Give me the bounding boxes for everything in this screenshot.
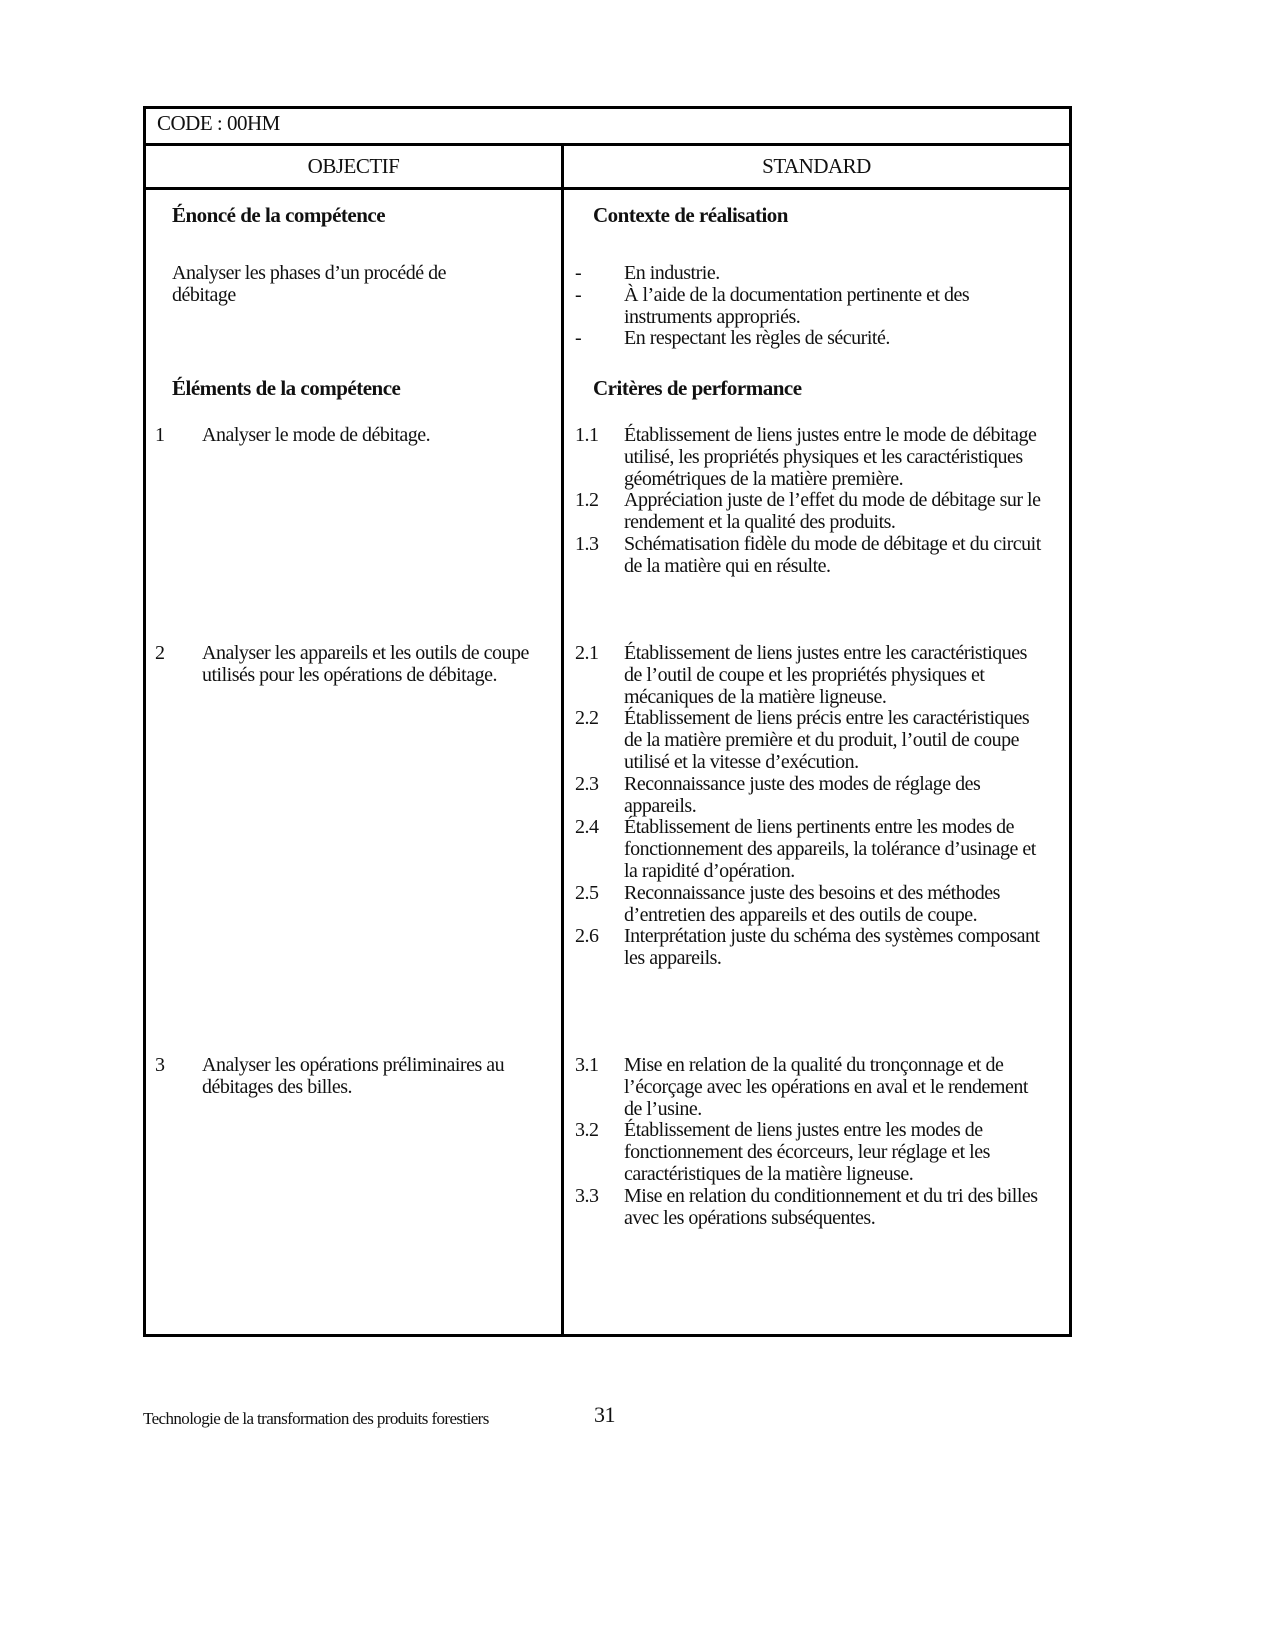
criterion-text: Établissement de liens justes entre les caractéristiques de l’outil de coupe et les propriétés physiques et mécaniques de la matière ligneuse. (624, 642, 1027, 708)
element-number: 3 (155, 1054, 165, 1076)
criterion-item (575, 1120, 1045, 1185)
contexte-text: À l’aide de la documentation pertinente et des instruments appropriés. (624, 283, 970, 328)
criterion-number: 2.5 (575, 881, 599, 904)
bullet: - (575, 262, 582, 284)
element-item (155, 425, 535, 447)
contexte-text: En respectant les règles de sécurité. (624, 327, 890, 350)
contexte-item (575, 285, 1040, 329)
bullet: - (575, 283, 582, 306)
criterion-number: 1.3 (575, 532, 599, 555)
contexte-title: Contexte de réalisation (593, 203, 788, 227)
enonce-text: Analyser les phases d’un procédé de débitage (172, 262, 447, 306)
code-label: CODE : 00HM (157, 111, 280, 135)
header-standard: STANDARD (762, 154, 871, 178)
criterion-item (575, 883, 1045, 927)
criterion-text: Appréciation juste de l’effet du mode de débitage sur le rendement et la qualité des produits. (624, 489, 1041, 534)
element-item (155, 643, 535, 687)
criterion-item (575, 534, 1045, 578)
column-divider (561, 146, 564, 1334)
criterion-text: Interprétation juste du schéma des systèmes composant les appareils. (624, 925, 1040, 970)
criterion-item (575, 643, 1045, 708)
criterion-number: 2.4 (575, 816, 599, 839)
criterion-text: Établissement de liens justes entre les modes de fonctionnement des écorceurs, leur réglage et les caractéristiques de la matière ligneuse. (624, 1119, 990, 1185)
criterion-number: 1.1 (575, 424, 599, 446)
elements-title: Éléments de la compétence (172, 376, 401, 400)
criteria-group-1 (575, 425, 1045, 578)
criterion-number: 2.2 (575, 707, 599, 730)
header-objectif: OBJECTIF (307, 154, 400, 178)
contexte-list (575, 263, 1040, 350)
criterion-text: Reconnaissance juste des modes de réglage des appareils. (624, 772, 981, 817)
criterion-item (575, 1055, 1045, 1120)
criterion-text: Établissement de liens pertinents entre les modes de fonctionnement des appareils, la tolérance d’usinage et la rapidité d’opération. (624, 816, 1036, 882)
criterion-item (575, 926, 1045, 970)
element-text: Analyser les appareils et les outils de coupe utilisés pour les opérations de débitage. (202, 642, 529, 686)
bullet: - (575, 327, 582, 350)
element-number: 2 (155, 642, 165, 664)
criterion-item (575, 1186, 1045, 1230)
criterion-text: Schématisation fidèle du mode de débitage et du circuit de la matière qui en résulte. (624, 532, 1041, 577)
criterion-item (575, 817, 1045, 882)
criterion-item (575, 490, 1045, 534)
element-number: 1 (155, 424, 165, 446)
element-text: Analyser les opérations préliminaires au débitages des billes. (202, 1054, 505, 1098)
criterion-text: Reconnaissance juste des besoins et des méthodes d’entretien des appareils et des outils de coupe. (624, 881, 1000, 926)
divider (146, 187, 1069, 190)
criterion-item (575, 708, 1045, 773)
criterion-number: 1.2 (575, 489, 599, 512)
criterion-item (575, 425, 1045, 490)
criterion-number: 3.3 (575, 1184, 599, 1207)
criteria-group-2 (575, 643, 1045, 970)
criterion-number: 2.6 (575, 925, 599, 948)
criteria-group-3 (575, 1055, 1045, 1229)
footer-title: Technologie de la transformation des produits forestiers (143, 1409, 489, 1428)
criterion-number: 2.1 (575, 642, 599, 664)
criterion-text: Établissement de liens justes entre le mode de débitage utilisé, les propriétés physiques et les caractéristiques géométriques de la matière première. (624, 424, 1037, 490)
criterion-text: Mise en relation du conditionnement et du tri des billes avec les opérations subséquentes. (624, 1184, 1038, 1229)
divider (146, 143, 1069, 146)
criterion-item (575, 774, 1045, 818)
element-item (155, 1055, 535, 1099)
criteres-title: Critères de performance (593, 376, 802, 400)
criterion-text: Mise en relation de la qualité du tronçonnage et de l’écorçage avec les opérations en aval et le rendement de l’usine. (624, 1054, 1028, 1120)
page-number: 31 (594, 1402, 615, 1427)
contexte-item (575, 263, 1040, 285)
contexte-item (575, 328, 1040, 350)
criterion-text: Établissement de liens précis entre les caractéristiques de la matière première et du produit, l’outil de coupe utilisé et la vitesse d’exécution. (624, 707, 1030, 773)
criterion-number: 3.2 (575, 1119, 599, 1142)
contexte-text: En industrie. (624, 262, 720, 284)
criterion-number: 3.1 (575, 1054, 599, 1076)
element-text: Analyser le mode de débitage. (202, 424, 431, 446)
enonce-title: Énoncé de la compétence (172, 203, 386, 227)
criterion-number: 2.3 (575, 772, 599, 795)
